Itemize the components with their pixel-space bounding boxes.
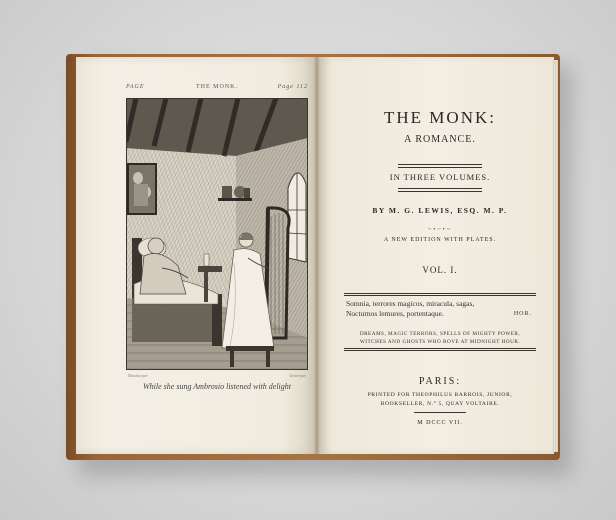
book-gutter — [314, 57, 320, 454]
header-center-text: THE MONK. — [196, 84, 238, 90]
epigraph-english-line-1: DREAMS, MAGIC TERRORS, SPELLS OF MIGHTY POWER, — [359, 331, 521, 337]
imprint-printer-line-2: BOOKSELLER, N.° 5, QUAY VOLTAIRE. — [380, 401, 500, 407]
volume-number: VOL. I. — [422, 265, 458, 275]
rule-top-2 — [398, 167, 482, 168]
imprint-printer — [330, 391, 550, 409]
epigraph-rule-top-1 — [344, 293, 536, 294]
epigraph-latin-line-2: Nocturnos lemures, portentaque. — [346, 309, 444, 318]
epigraph-english — [340, 330, 540, 346]
imprint-date: M DCCC VII. — [417, 420, 463, 426]
artist-credit: Dessiné par — [128, 373, 148, 378]
epigraph-latin — [346, 299, 532, 319]
page-edges — [552, 60, 558, 452]
imprint-city: PARIS: — [418, 376, 462, 387]
frontispiece-engraving — [126, 98, 308, 370]
volume-count: IN THREE VOLUMES. — [389, 172, 491, 182]
engraver-credit: Gravé par — [289, 373, 306, 378]
book-title: THE MONK: — [384, 108, 496, 127]
epigraph-source: HOR. — [513, 311, 532, 317]
rule-top-1 — [398, 164, 482, 165]
header-right-text: Page 112 — [277, 84, 308, 90]
book-subtitle: A ROMANCE. — [404, 134, 476, 145]
frontispiece-header — [126, 84, 308, 94]
epigraph-latin-line-1: Somnia, terrores magicos, miracula, sagas, — [346, 299, 475, 308]
edition-note: A NEW EDITION WITH PLATES. — [383, 237, 497, 243]
epigraph-rule-bottom-1 — [344, 348, 536, 349]
imprint-printer-line-1: PRINTED FOR THEOPHILUS BARROIS, JUNIOR, — [367, 392, 513, 398]
rule-mid-1 — [398, 188, 482, 189]
epigraph-rule-top-2 — [344, 295, 536, 296]
epigraph-english-line-2: WITCHES AND GHOSTS WHO ROVE AT MIDNIGHT HOUR. — [359, 339, 521, 345]
engraving-caption: While she sung Ambrosio listened with delight — [143, 382, 291, 391]
author-line: BY M. G. LEWIS, ESQ. M. P. — [372, 206, 508, 215]
imprint-rule — [414, 412, 466, 413]
header-left-text: PAGE — [126, 84, 145, 90]
ornament-divider: ~•~•~ — [428, 227, 452, 233]
epigraph-rule-bottom-2 — [344, 350, 536, 351]
epigraph-latin-line-2-wrap — [346, 309, 532, 319]
rule-mid-2 — [398, 191, 482, 192]
